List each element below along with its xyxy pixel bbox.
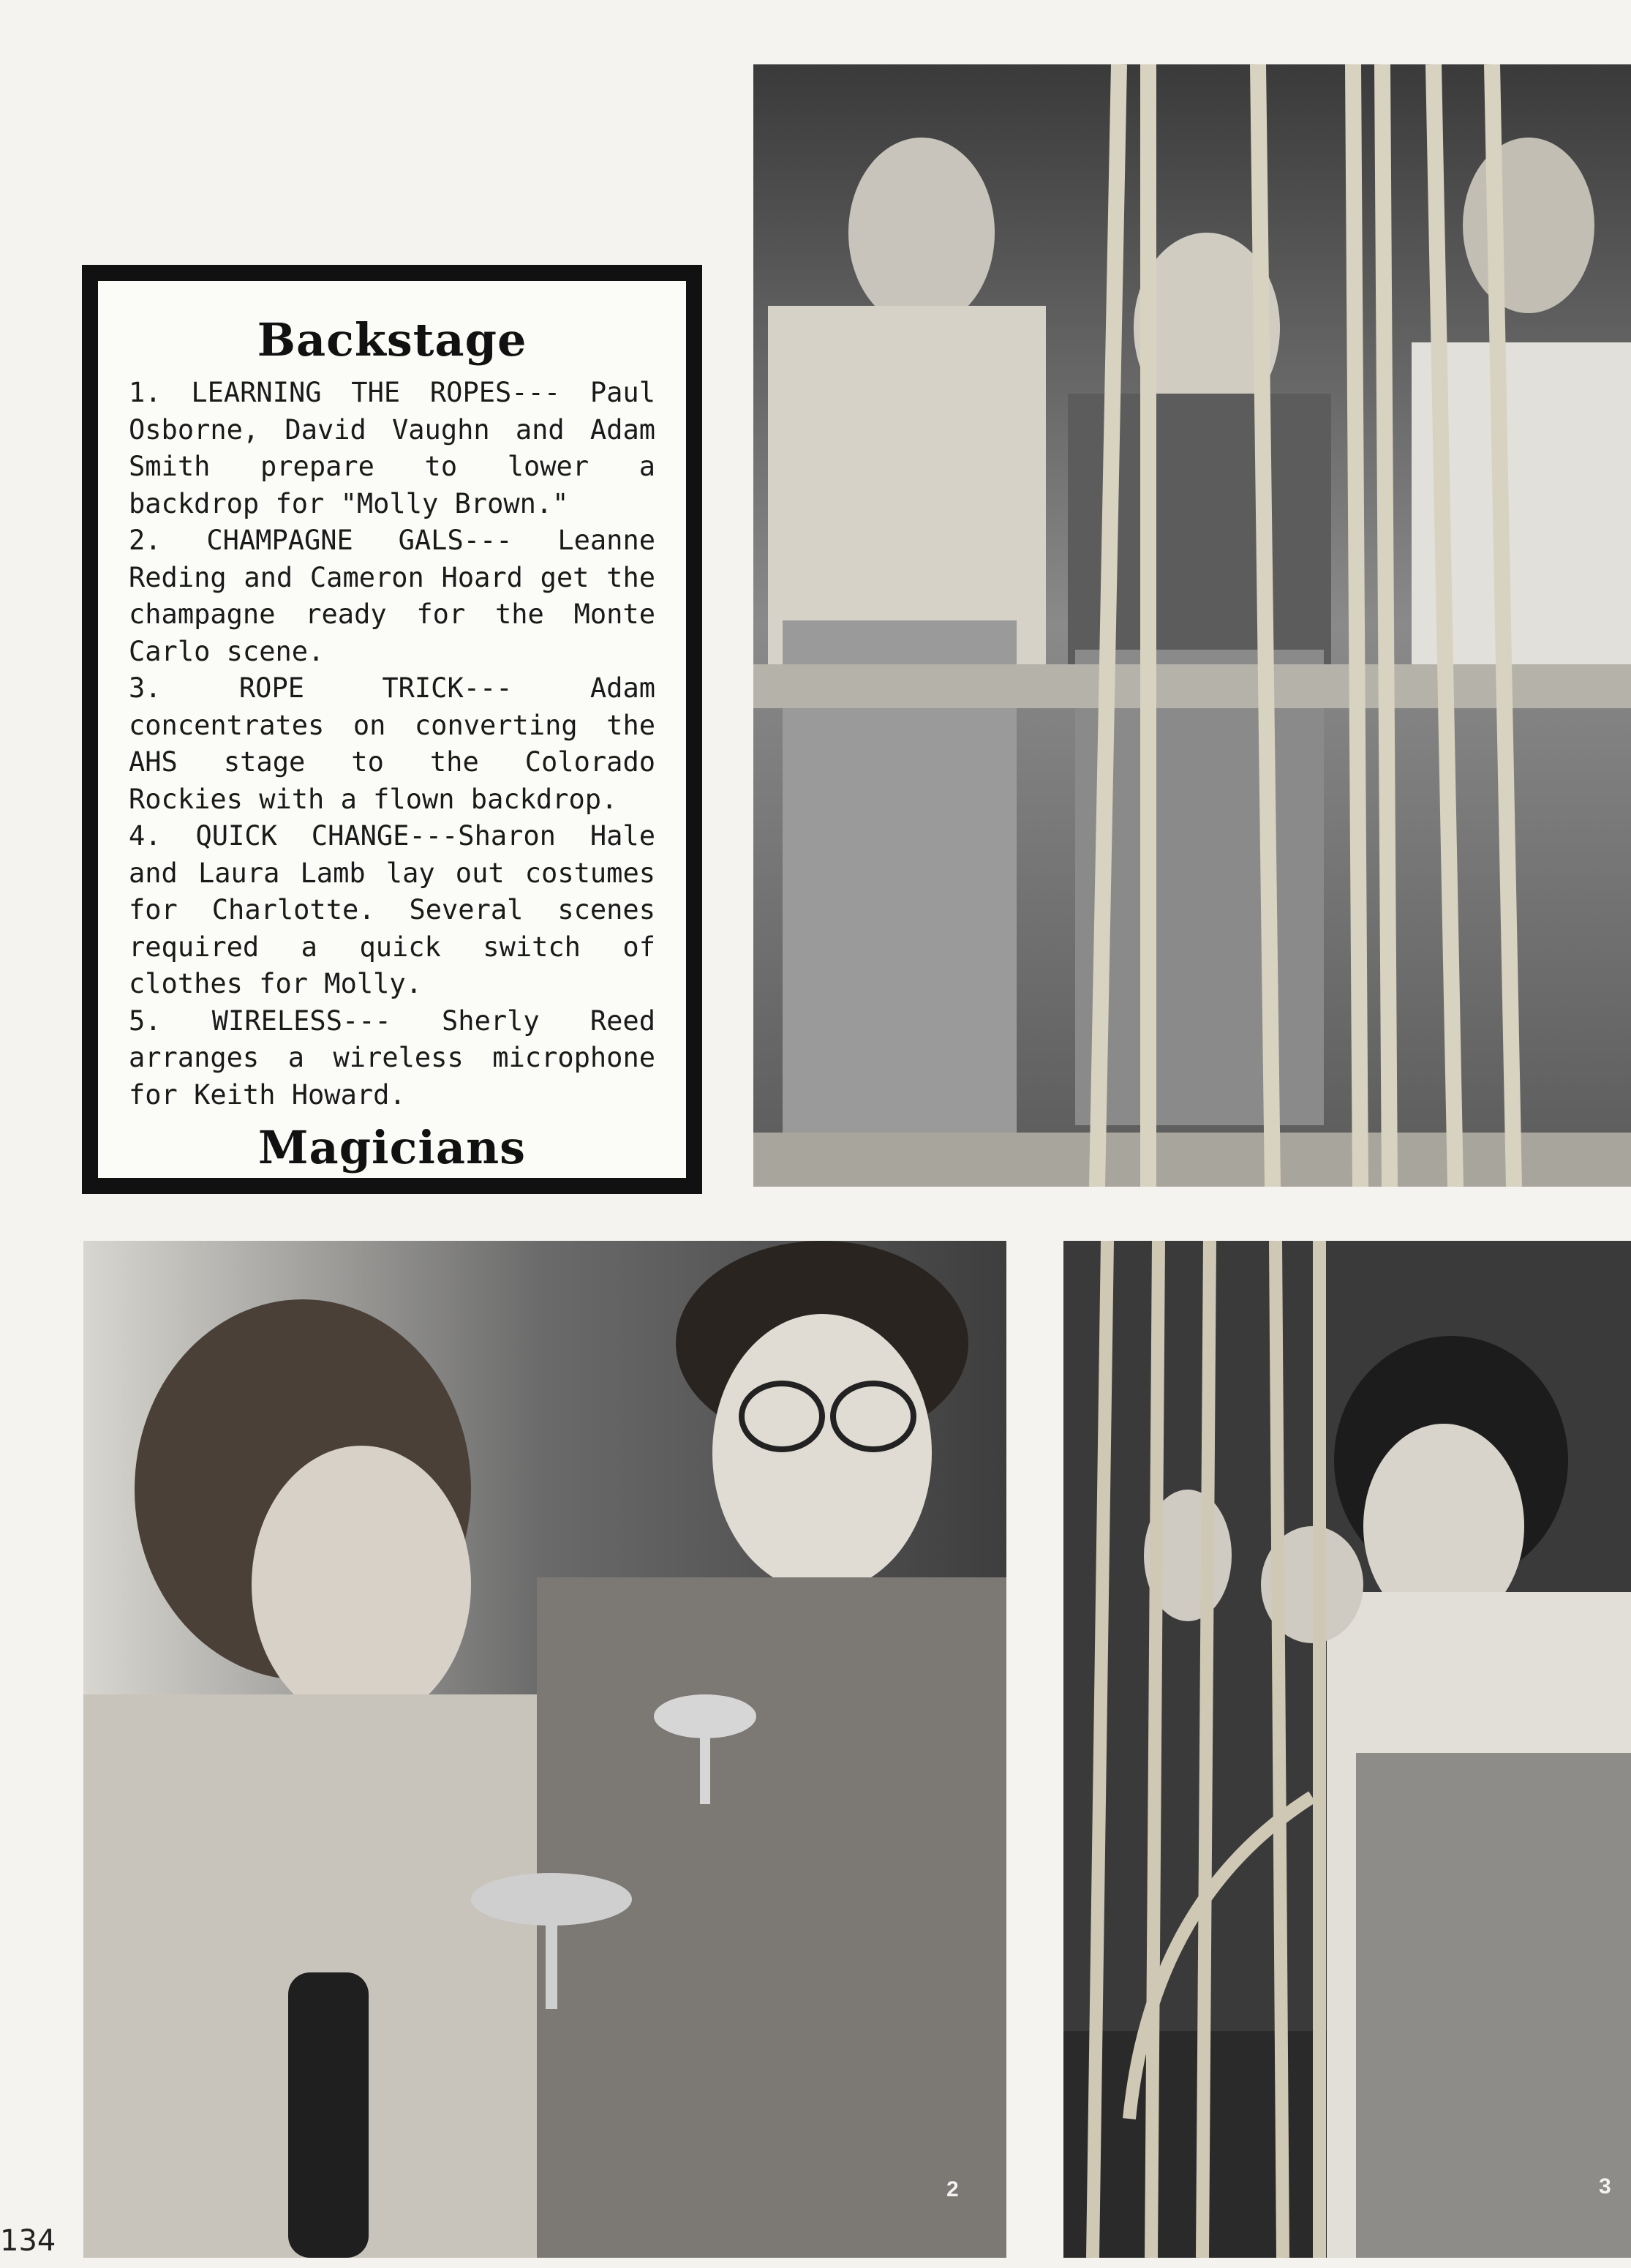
caption-heading-bottom: Magicians <box>257 1121 527 1174</box>
photo-champagne-gals <box>83 1241 1006 2258</box>
photo-learning-the-ropes <box>753 64 1631 1187</box>
caption-entry: 5. WIRELESS--- Sherly Reed arranges a wireless microphone for Keith Howard. <box>129 1005 655 1111</box>
caption-entry: 1. LEARNING THE ROPES--- Paul Osborne, David Vaughn and Adam Smith prepare to lower a backdrop for "Molly Brown." <box>129 377 655 519</box>
caption-entry: 4. QUICK CHANGE---Sharon Hale and Laura Lamb lay out costumes for Charlotte. Several scenes required a quick switch of clothes for Molly. <box>129 820 655 999</box>
photo-number: 2 <box>946 2177 959 2201</box>
caption-entry: 2. CHAMPAGNE GALS--- Leanne Reding and Cameron Hoard get the champagne ready for the Monte Carlo scene. <box>129 525 655 667</box>
caption-entry: 3. ROPE TRICK--- Adam concentrates on converting the AHS stage to the Colorado Rockies with a flown backdrop. <box>129 672 655 815</box>
photo-rope-trick <box>1063 1241 1631 2258</box>
caption-text <box>129 375 655 1114</box>
caption-heading-top: Backstage <box>257 313 527 367</box>
caption-box <box>82 265 702 1194</box>
page-number: 134 <box>0 2224 56 2258</box>
photo-number: 3 <box>1599 2174 1611 2198</box>
